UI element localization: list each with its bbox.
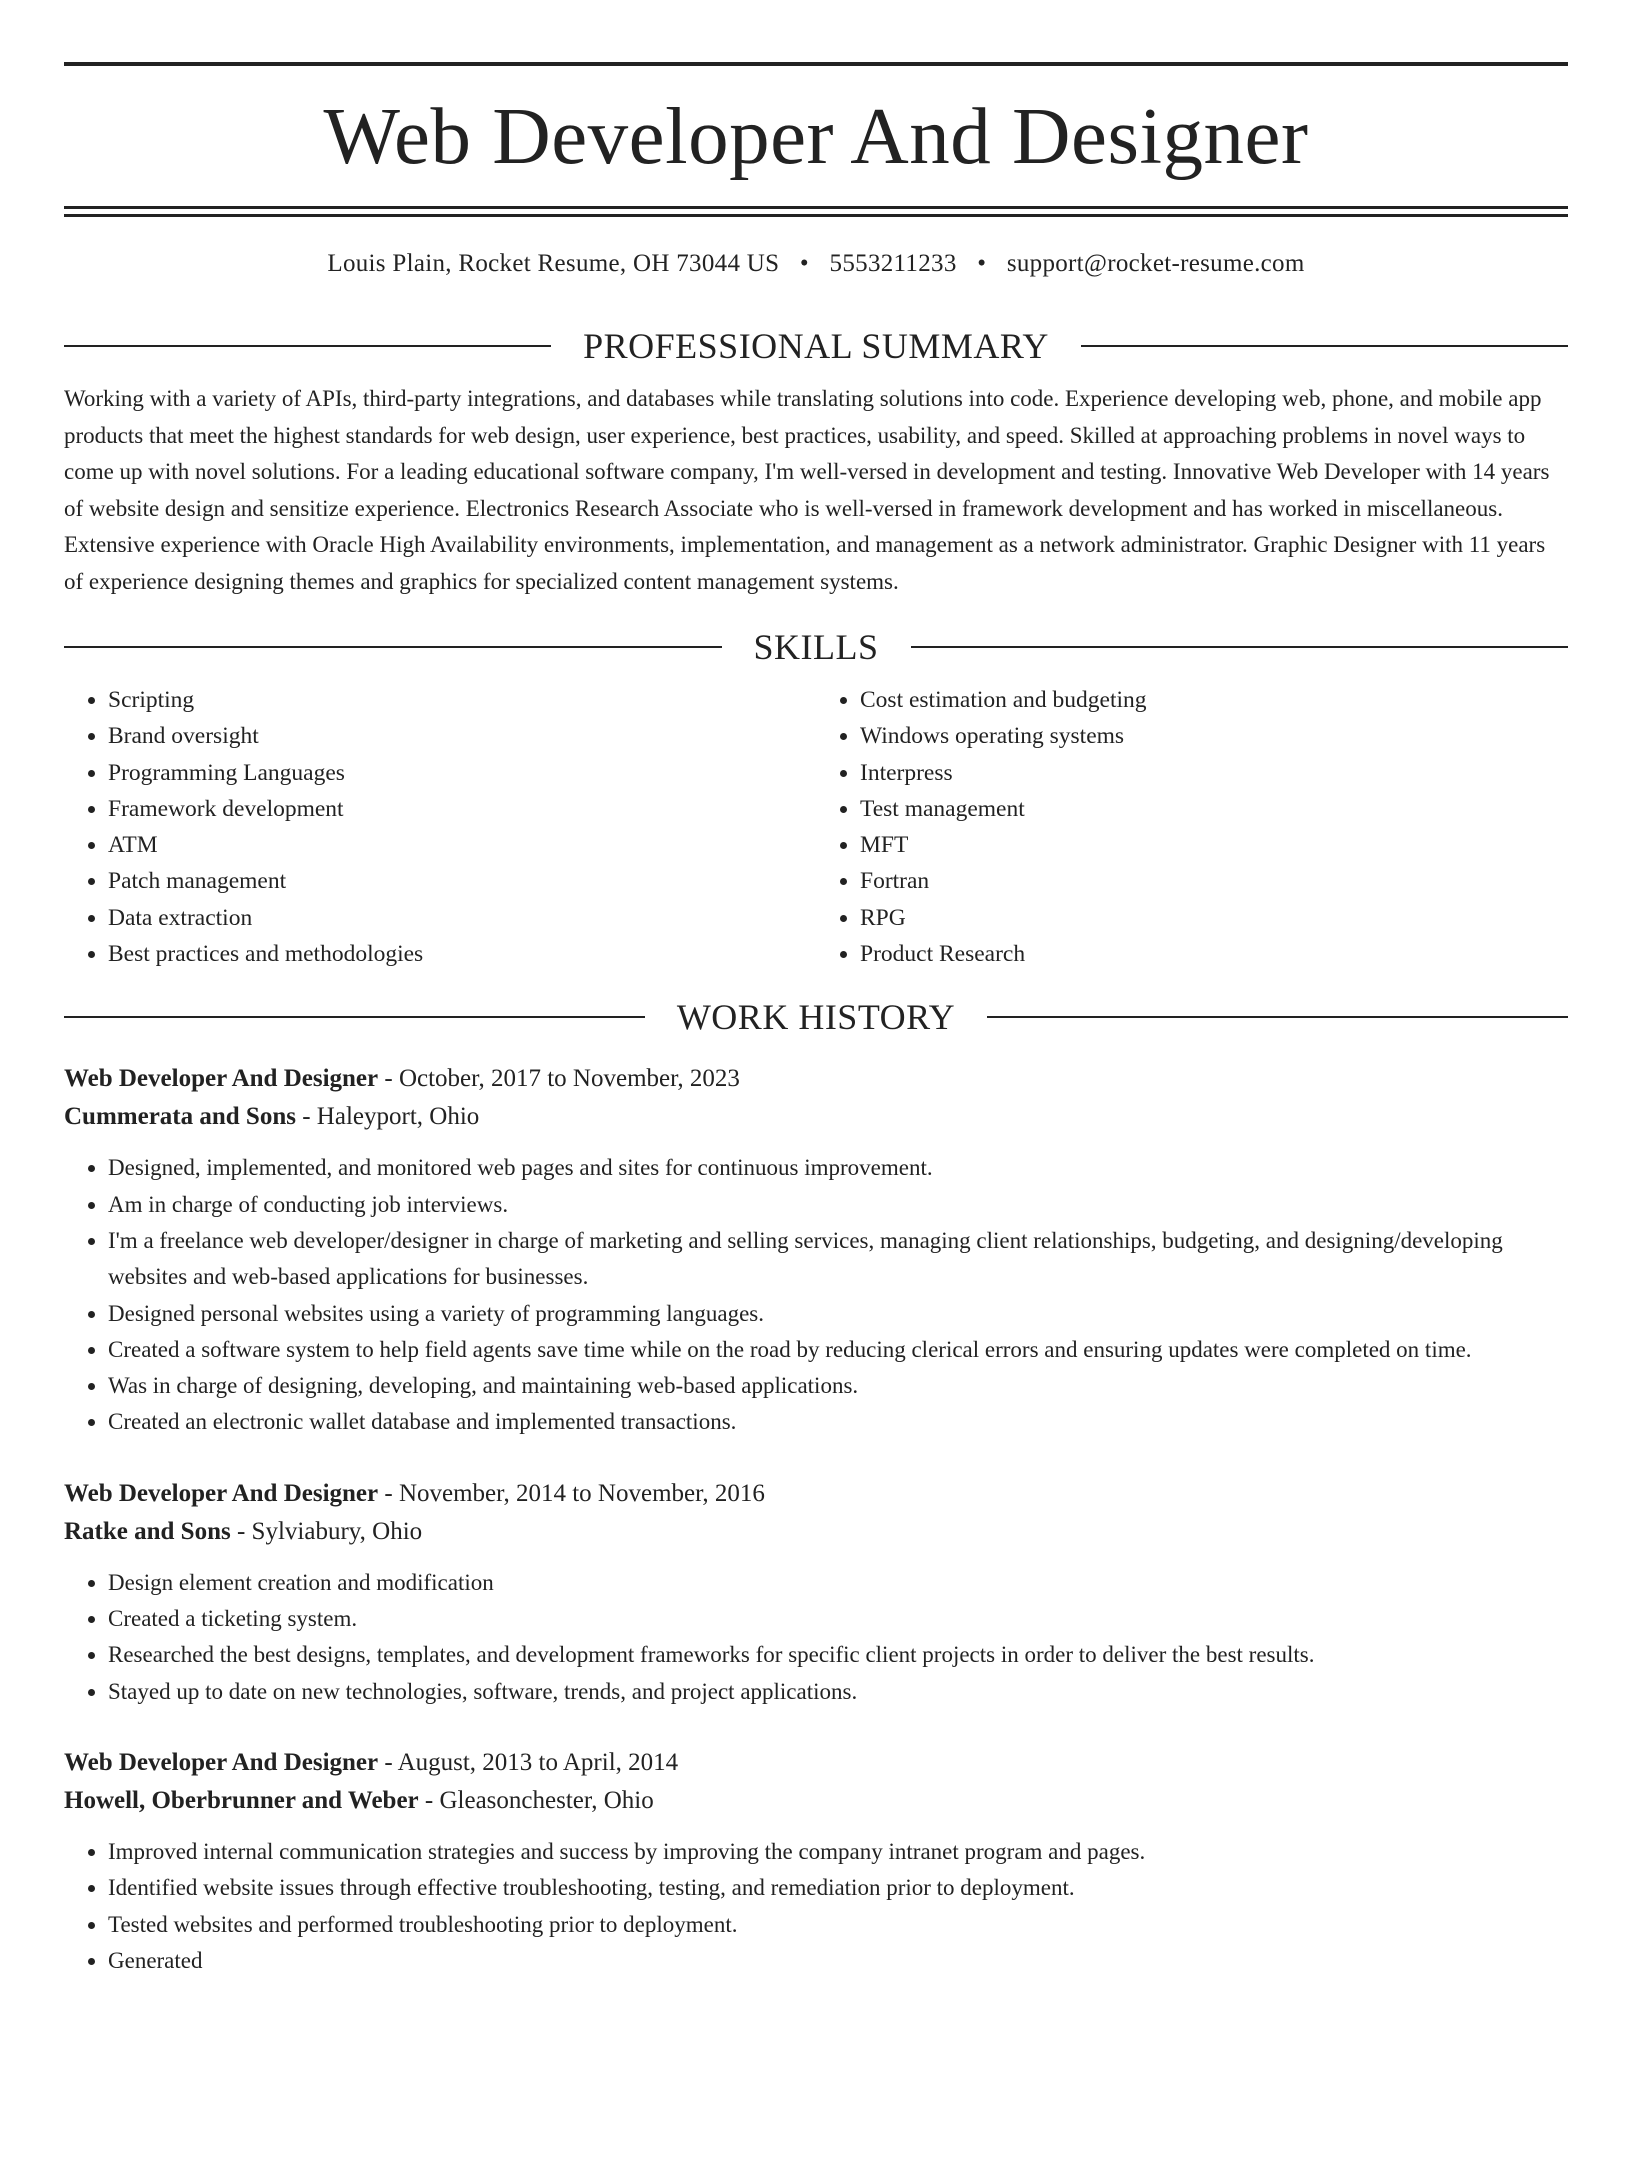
skills-list-right <box>816 682 1568 972</box>
job-dates: - August, 2013 to April, 2014 <box>378 1748 679 1776</box>
contact-separator: • <box>977 250 987 277</box>
skill-item: • Test management <box>860 791 1568 827</box>
work-history-heading <box>64 992 1568 1042</box>
job-title: Web Developer And Designer <box>64 1748 379 1776</box>
job-title-line <box>64 1744 1568 1782</box>
job-location: - Haleyport, Ohio <box>295 1103 480 1131</box>
job-bullet: • Was in charge of designing, developing, and maintaining web-based applications. <box>108 1368 1568 1404</box>
contact-line <box>64 247 1568 281</box>
skill-item: • Fortran <box>860 863 1568 899</box>
job-entry <box>64 1744 1568 1979</box>
job-bullet: • Improved internal communication strategies and success by improving the company intranet program and pages. <box>108 1834 1568 1870</box>
skill-item: • RPG <box>860 900 1568 936</box>
contact-email[interactable]: support@rocket-resume.com <box>1006 250 1305 277</box>
resume-title: Web Developer And Designer <box>323 91 1309 181</box>
title-double-divider <box>64 206 1568 217</box>
job-bullet: • Generated <box>108 1943 1568 1979</box>
job-company: Howell, Oberbrunner and Weber <box>64 1786 419 1814</box>
job-title-line <box>64 1475 1568 1513</box>
resume-page <box>0 62 1632 2174</box>
job-bullet: • Identified website issues through effective troubleshooting, testing, and remediation prior to deployment. <box>108 1870 1568 1906</box>
job-bullet: • Am in charge of conducting job interviews. <box>108 1187 1568 1223</box>
job-title: Web Developer And Designer <box>64 1065 379 1093</box>
job-bullet: • Designed personal websites using a variety of programming languages. <box>108 1296 1568 1332</box>
skills-columns <box>64 682 1568 972</box>
heading-rule-right <box>1081 345 1568 347</box>
skill-item: • ATM <box>108 827 816 863</box>
job-company-line <box>64 1782 1568 1820</box>
heading-rule-right <box>911 646 1569 648</box>
job-entry <box>64 1060 1568 1440</box>
job-bullet: • Design element creation and modification <box>108 1565 1568 1601</box>
job-dates: - October, 2017 to November, 2023 <box>378 1065 740 1093</box>
job-bullet: • Created a ticketing system. <box>108 1601 1568 1637</box>
heading-rule-right <box>987 1016 1568 1018</box>
skill-item: • Product Research <box>860 936 1568 972</box>
job-entry <box>64 1475 1568 1710</box>
heading-rule-left <box>64 646 722 648</box>
summary-text: Working with a variety of APIs, third-party integrations, and databases while translating solutions into code. Experience developing web, phone, and mobile app products that meet the highest standards for web design, user experience, best practices, usability, and speed. Skilled at approaching problems in novel ways to come up with novel solutions. For a leading educational software company, I'm well-versed in development and testing. Innovative Web Developer with 14 years of website design and sensitize experience. Electronics Research Associate who is well-versed in framework development and has worked in miscellaneous. Extensive experience with Oracle High Availability environments, implementation, and management as a network administrator. Graphic Designer with 11 years of experience designing themes and graphics for specialized content management systems. <box>64 386 1550 594</box>
job-location: - Sylviabury, Ohio <box>230 1517 423 1545</box>
job-title: Web Developer And Designer <box>64 1479 379 1507</box>
skill-item: • Best practices and methodologies <box>108 936 816 972</box>
job-bullet: • Tested websites and performed troubleshooting prior to deployment. <box>108 1907 1568 1943</box>
job-bullets <box>64 1565 1568 1710</box>
skills-heading-label: SKILLS <box>753 627 879 667</box>
job-title-line <box>64 1060 1568 1098</box>
job-company: Cummerata and Sons <box>64 1103 296 1131</box>
skill-item: • Patch management <box>108 863 816 899</box>
job-location: - Gleasonchester, Ohio <box>418 1786 654 1814</box>
job-bullets <box>64 1150 1568 1440</box>
job-bullet: • Researched the best designs, templates, and development frameworks for specific client projects in order to deliver the best results. <box>108 1637 1568 1673</box>
skill-item: • Programming Languages <box>108 755 816 791</box>
skill-item: • Windows operating systems <box>860 718 1568 754</box>
job-bullet: • Created a software system to help field agents save time while on the road by reducing clerical errors and ensuring updates were completed on time. <box>108 1332 1568 1368</box>
job-bullet: • Created an electronic wallet database and implemented transactions. <box>108 1404 1568 1440</box>
job-dates: - November, 2014 to November, 2016 <box>378 1479 765 1507</box>
contact-address: Louis Plain, Rocket Resume, OH 73044 US <box>327 250 780 277</box>
skill-item: • Framework development <box>108 791 816 827</box>
skill-item: • Interpress <box>860 755 1568 791</box>
skill-item: • Brand oversight <box>108 718 816 754</box>
job-bullet: • Stayed up to date on new technologies, software, trends, and project applications. <box>108 1674 1568 1710</box>
skill-item: • Cost estimation and budgeting <box>860 682 1568 718</box>
summary-heading-label: PROFESSIONAL SUMMARY <box>583 326 1049 366</box>
heading-rule-left <box>64 1016 645 1018</box>
heading-rule-left <box>64 345 551 347</box>
top-divider <box>64 62 1568 66</box>
skill-item: • MFT <box>860 827 1568 863</box>
summary-heading <box>64 321 1568 371</box>
job-bullet: • Designed, implemented, and monitored web pages and sites for continuous improvement. <box>108 1150 1568 1186</box>
skills-heading <box>64 622 1568 672</box>
skills-list-left <box>64 682 816 972</box>
skill-item: • Data extraction <box>108 900 816 936</box>
job-bullet: • I'm a freelance web developer/designer in charge of marketing and selling services, managing client relationships, budgeting, and designing/developing websites and web-based applications for businesses. <box>108 1223 1568 1296</box>
contact-separator: • <box>799 250 809 277</box>
job-company-line <box>64 1513 1568 1551</box>
work-history-heading-label: WORK HISTORY <box>676 997 956 1038</box>
job-bullets <box>64 1834 1568 1979</box>
job-company: Ratke and Sons <box>64 1517 231 1545</box>
contact-phone: 5553211233 <box>829 250 957 277</box>
skill-item: • Scripting <box>108 682 816 718</box>
job-company-line <box>64 1098 1568 1136</box>
